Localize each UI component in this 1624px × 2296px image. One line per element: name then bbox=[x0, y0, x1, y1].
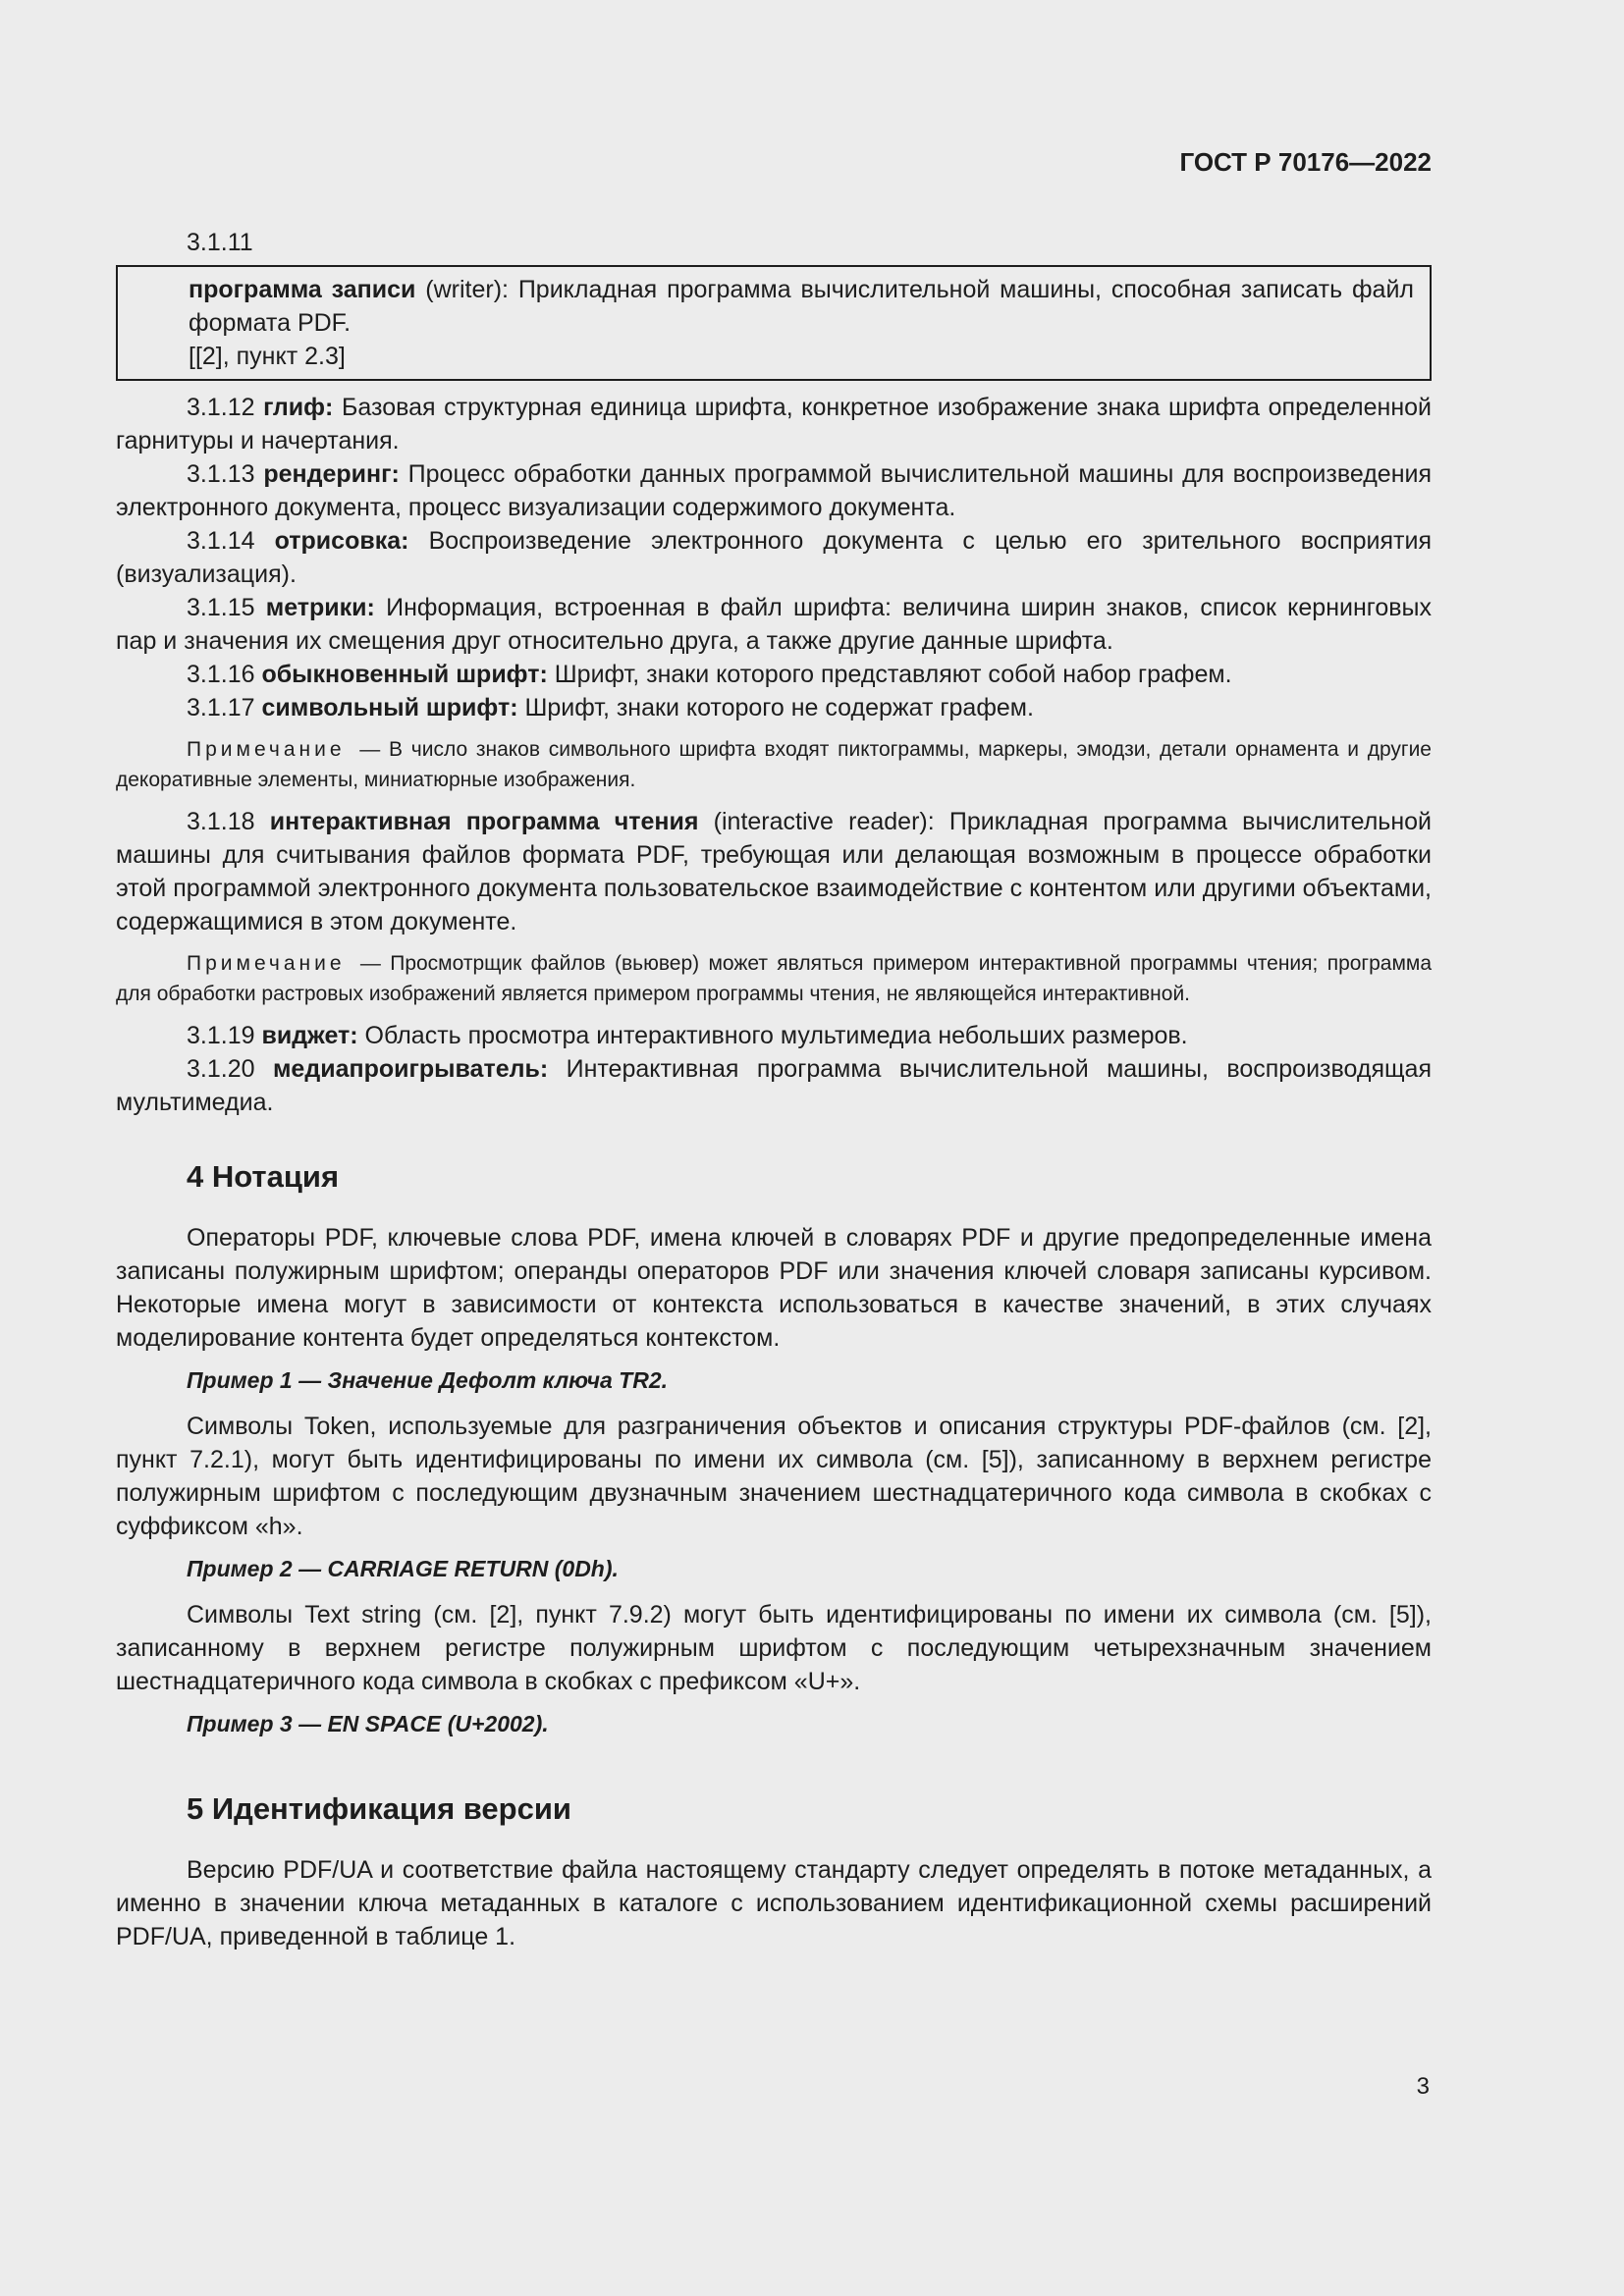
definition-term: виджет: bbox=[261, 1022, 358, 1049]
definition-3-1-20 bbox=[116, 1052, 1432, 1119]
definition-3-1-19 bbox=[116, 1019, 1432, 1052]
definition-box bbox=[116, 265, 1432, 381]
definition-body: (interactive reader): Прикладная программа вычислительной машины для считывания файлов формата PDF, требующая или делающая возможным в процессе обработки этой программой электронного документа пользовательское взаимодействие с контентом или другими объектами, содержащимися в этом документе. bbox=[116, 808, 1433, 935]
definition-reference: [[2], пункт 2.3] bbox=[189, 343, 346, 370]
section-4-paragraph-2: Символы Token, используемые для разграничения объектов и описания структуры PDF-файлов (см. [2], пункт 7.2.1), могут быть идентифицированы по имени их символа (см. [5]), записанному в верхнем регистре полужирным шрифтом с последующим двузначным значением шестнадцатеричного кода символа в скобках с суффиксом «h». bbox=[116, 1413, 1432, 1540]
definition-body: Процесс обработки данных программой вычислительной машины для воспроизведения электронного документа, процесс визуализации содержимого документа. bbox=[116, 460, 1432, 521]
definition-term: отрисовка: bbox=[274, 527, 409, 555]
definition-number: 3.1.16 bbox=[187, 661, 262, 688]
definition-number: 3.1.19 bbox=[187, 1022, 262, 1049]
definition-number: 3.1.14 bbox=[187, 527, 275, 555]
definition-body: (writer): Прикладная программа вычислительной машины, способная записать файл формата PDF. bbox=[189, 276, 1414, 337]
section-4-paragraph-1: Операторы PDF, ключевые слова PDF, имена ключей в словарях PDF и другие предопределенные имена записаны полужирным шрифтом; операнды операторов PDF или значения ключей словаря записаны курсивом. Некоторые имена могут в зависимости от контекста использоваться в качестве значений, в этих случаях моделирование контента будет определяться контекстом. bbox=[116, 1224, 1432, 1352]
document-code: ГОСТ Р 70176—2022 bbox=[1179, 147, 1432, 177]
definition-term: рендеринг: bbox=[263, 460, 400, 488]
example-1: Пример 1 — Значение Дефолт ключа TR2. bbox=[187, 1367, 669, 1393]
definition-3-1-12 bbox=[116, 391, 1432, 457]
note-label: Примечание bbox=[187, 952, 346, 975]
definition-term: медиапроигрыватель: bbox=[272, 1055, 549, 1083]
page-number: 3 bbox=[1416, 2073, 1430, 2100]
definition-number: 3.1.15 bbox=[187, 594, 266, 621]
definition-body: Базовая структурная единица шрифта, конкретное изображение знака шрифта определенной гарнитуры и начертания. bbox=[116, 394, 1432, 454]
definition-body: Область просмотра интерактивного мультимедиа небольших размеров. bbox=[357, 1022, 1188, 1049]
definition-text bbox=[189, 273, 1414, 340]
note-1 bbox=[116, 734, 1432, 795]
definition-term: программа записи bbox=[189, 276, 416, 303]
section-4-title: 4 Нотация bbox=[187, 1159, 340, 1194]
definition-body: Информация, встроенная в файл шрифта: величина ширин знаков, список кернинговых пар и значения их смещения друг относительно друга, а также другие данные шрифта. bbox=[116, 594, 1432, 655]
note-text: — Просмотрщик файлов (вьювер) может являться примером интерактивной программы чтения; программа для обработки растровых изображений является примером программы чтения, не являющейся интерактивной. bbox=[116, 952, 1432, 1005]
definition-body: Шрифт, знаки которого представляют собой набор графем. bbox=[547, 661, 1232, 688]
note-text: — В число знаков символьного шрифта входят пиктограммы, маркеры, эмодзи, детали орнамента и другие декоративные элементы, миниатюрные изображения. bbox=[116, 738, 1432, 791]
section-5-title: 5 Идентификация версии bbox=[187, 1791, 571, 1826]
definition-term: символьный шрифт: bbox=[261, 694, 518, 721]
definition-body: Шрифт, знаки которого не содержат графем. bbox=[517, 694, 1034, 721]
definition-3-1-17 bbox=[116, 691, 1432, 724]
definition-body: Воспроизведение электронного документа с целью его зрительного восприятия (визуализация). bbox=[116, 527, 1432, 588]
definition-number: 3.1.18 bbox=[187, 808, 270, 835]
note-2 bbox=[116, 948, 1432, 1009]
definition-term: интерактивная программа чтения bbox=[269, 808, 699, 835]
definition-3-1-13 bbox=[116, 457, 1432, 524]
definition-3-1-14 bbox=[116, 524, 1432, 591]
definition-term: метрики: bbox=[265, 594, 375, 621]
note-label: Примечание bbox=[187, 738, 346, 761]
definition-3-1-16 bbox=[116, 658, 1432, 691]
page-content bbox=[116, 147, 1432, 1953]
definition-3-1-15 bbox=[116, 591, 1432, 658]
definition-number: 3.1.12 bbox=[187, 394, 264, 421]
definition-3-1-18 bbox=[116, 805, 1432, 938]
definition-number: 3.1.11 bbox=[187, 229, 253, 256]
section-5-paragraph-1: Версию PDF/UA и соответствие файла настоящему стандарту следует определять в потоке метаданных, а именно в значении ключа метаданных в каталоге с использованием идентификационной схемы расширений PDF/UA, приведенной в таблице 1. bbox=[116, 1856, 1432, 1950]
definition-number: 3.1.17 bbox=[187, 694, 262, 721]
example-3: Пример 3 — EN SPACE (U+2002). bbox=[187, 1711, 549, 1736]
section-4-paragraph-3: Символы Text string (см. [2], пункт 7.9.2) могут быть идентифицированы по имени их символа (см. [5]), записанному в верхнем регистре полужирным шрифтом с последующим четырехзначным значением шестнадцатеричного кода символа в скобках с префиксом «U+». bbox=[116, 1601, 1432, 1695]
definition-number: 3.1.13 bbox=[187, 460, 264, 488]
definition-number: 3.1.20 bbox=[187, 1055, 273, 1083]
definition-term: глиф: bbox=[263, 394, 334, 421]
definition-body: Интерактивная программа вычислительной машины, воспроизводящая мультимедиа. bbox=[116, 1055, 1433, 1116]
definition-term: обыкновенный шрифт: bbox=[261, 661, 548, 688]
example-2: Пример 2 — CARRIAGE RETURN (0Dh). bbox=[187, 1556, 619, 1581]
